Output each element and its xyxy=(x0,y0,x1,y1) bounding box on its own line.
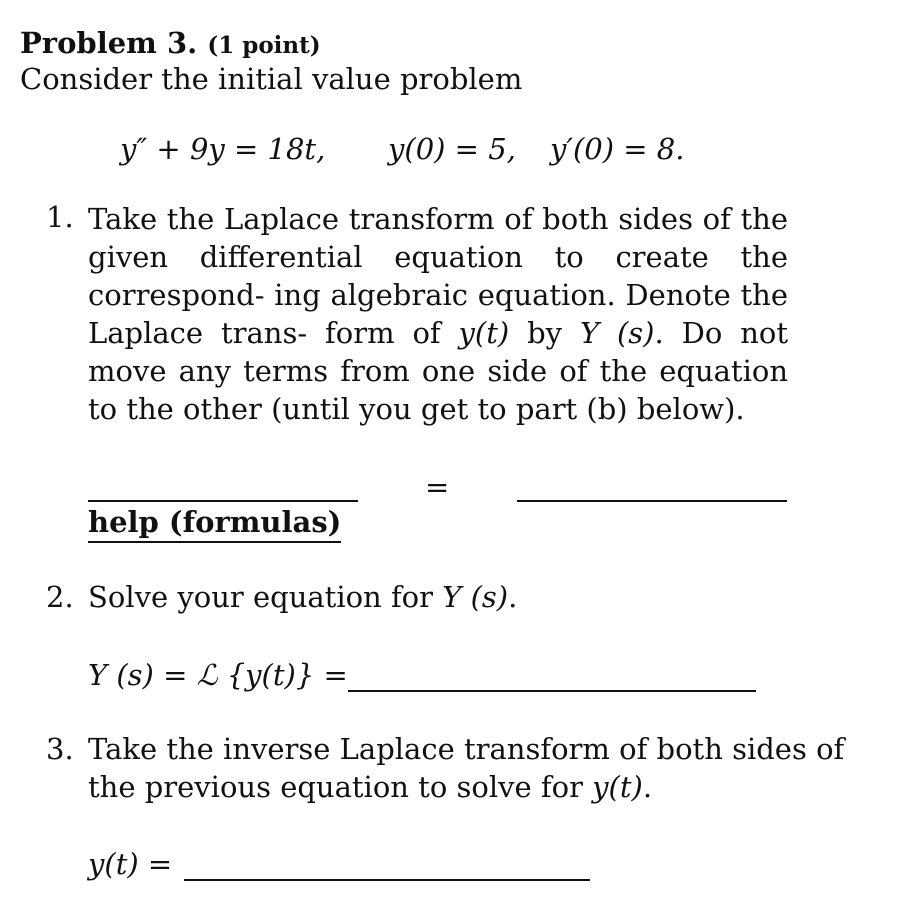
ode-equation: y″ + 9y = 18t, xyxy=(120,132,326,166)
part1-lhs-answer-field[interactable] xyxy=(88,500,358,502)
part1-rhs-answer-field[interactable] xyxy=(517,500,787,502)
part3-line2 xyxy=(88,770,652,804)
part1-Ys: Y (s) xyxy=(579,316,655,350)
part2-text xyxy=(88,580,517,614)
problem-intro: Consider the initial value problem xyxy=(20,62,523,96)
part1-text-b: . Do not move any terms from one side of the equation to the other (until you get to part (b) below). xyxy=(88,316,788,426)
part2-number: 2. xyxy=(46,580,74,614)
part1-text-a: Take the Laplace transform of both sides of the given differential equation to create the correspond- ing algebraic equation. Denote the Laplace trans- form of xyxy=(88,202,788,350)
part3-line1: Take the inverse Laplace transform of both sides of xyxy=(88,732,845,766)
part3-number: 3. xyxy=(46,732,74,766)
part1-equals-sign: = xyxy=(425,470,450,504)
part1-text xyxy=(88,200,788,428)
problem-title xyxy=(20,26,321,60)
part1-yt: y(t) xyxy=(458,316,510,350)
part3-answer-field[interactable] xyxy=(184,879,590,881)
part3-line2-a: the previous equation to solve for xyxy=(88,770,593,804)
part3-lhs: y(t) = xyxy=(88,847,173,881)
part3-yt: y(t) xyxy=(592,770,643,804)
part2-period: . xyxy=(508,580,518,614)
part2-lhs: Y (s) = ℒ {y(t)} = xyxy=(88,658,348,692)
part1-by: by xyxy=(509,316,580,350)
part2-answer-field[interactable] xyxy=(348,690,756,692)
initial-condition-2: y′(0) = 8. xyxy=(550,132,685,166)
initial-condition-1: y(0) = 5, xyxy=(388,132,516,166)
problem-points: (1 point) xyxy=(207,32,321,59)
part1-number: 1. xyxy=(46,200,74,234)
part2-Ys: Y (s) xyxy=(442,580,509,614)
help-formulas-link[interactable]: help (formulas) xyxy=(88,505,341,543)
problem-number: Problem 3. xyxy=(20,26,198,60)
part2-text-a: Solve your equation for xyxy=(88,580,443,614)
part3-period: . xyxy=(642,770,653,804)
